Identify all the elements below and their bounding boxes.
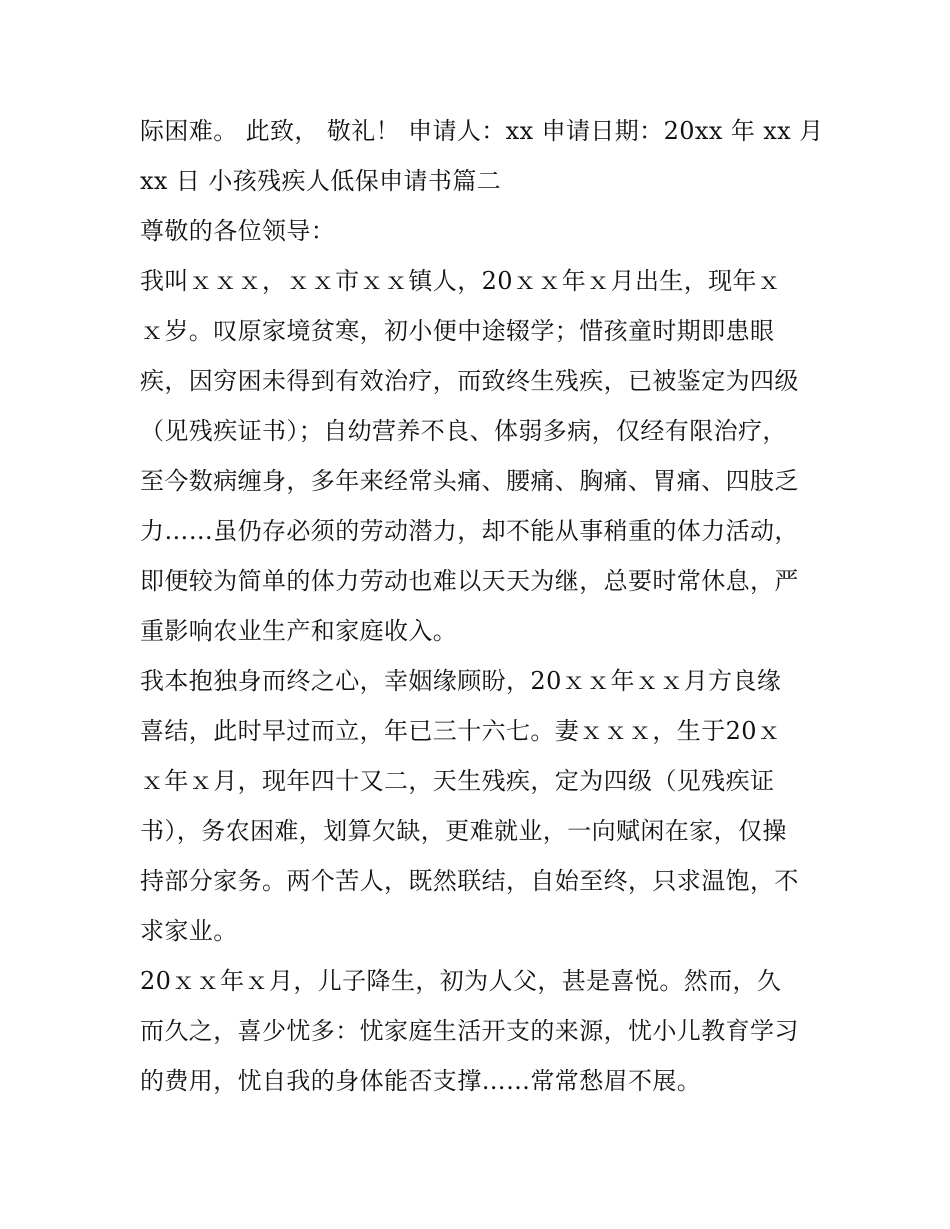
text-line: 持部分家务。两个苦人，既然联结，自始至终，只求温饱，不 — [140, 867, 799, 895]
text-line: 力……虽仍存必须的劳动潜力，却不能从事稍重的体力活动， — [140, 517, 799, 545]
text-line: 疾，因穷困未得到有效治疗，而致终生残疾，已被鉴定为四级 — [140, 367, 799, 395]
text-line: 求家业。 — [140, 917, 238, 945]
text-line: 至今数病缠身，多年来经常头痛、腰痛、胸痛、胃痛、四肢乏 — [140, 467, 799, 495]
text-line: xx 日 小孩残疾人低保申请书篇二 — [140, 167, 502, 195]
text-line: 尊敬的各位领导： — [140, 217, 336, 245]
text-line: ｘ岁。叹原家境贫寒，初小便中途辍学；惜孩童时期即患眼 — [140, 317, 775, 345]
text-line: 喜结，此时早过而立，年已三十六七。妻ｘｘｘ，生于20ｘ — [140, 717, 782, 745]
text-line: 际困难。 此致， 敬礼！ 申请人：xx 申请日期：20xx 年 xx 月 — [140, 117, 824, 145]
text-line: 我本抱独身而终之心，幸姻缘顾盼，20ｘｘ年ｘｘ月方良缘 — [140, 667, 782, 695]
text-line: 而久之，喜少忧多：忧家庭生活开支的来源，忧小儿教育学习 — [140, 1017, 799, 1045]
text-line: 20ｘｘ年ｘ月，儿子降生，初为人父，甚是喜悦。然而，久 — [140, 967, 782, 995]
text-line: 即便较为简单的体力劳动也难以天天为继，总要时常休息，严 — [140, 567, 799, 595]
text-line: 的费用，忧自我的身体能否支撑……常常愁眉不展。 — [140, 1067, 702, 1095]
text-line: 重影响农业生产和家庭收入。 — [140, 617, 458, 645]
text-line: 书），务农困难，划算欠缺，更难就业，一向赋闲在家，仅操 — [140, 817, 787, 845]
text-line: ｘ年ｘ月，现年四十又二，天生残疾，定为四级（见残疾证 — [140, 767, 775, 795]
text-line: 我叫ｘｘｘ，ｘｘ市ｘｘ镇人，20ｘｘ年ｘ月出生，现年ｘ — [140, 267, 782, 295]
text-line: （见残疾证书）；自幼营养不良、体弱多病，仅经有限治疗， — [140, 417, 787, 445]
